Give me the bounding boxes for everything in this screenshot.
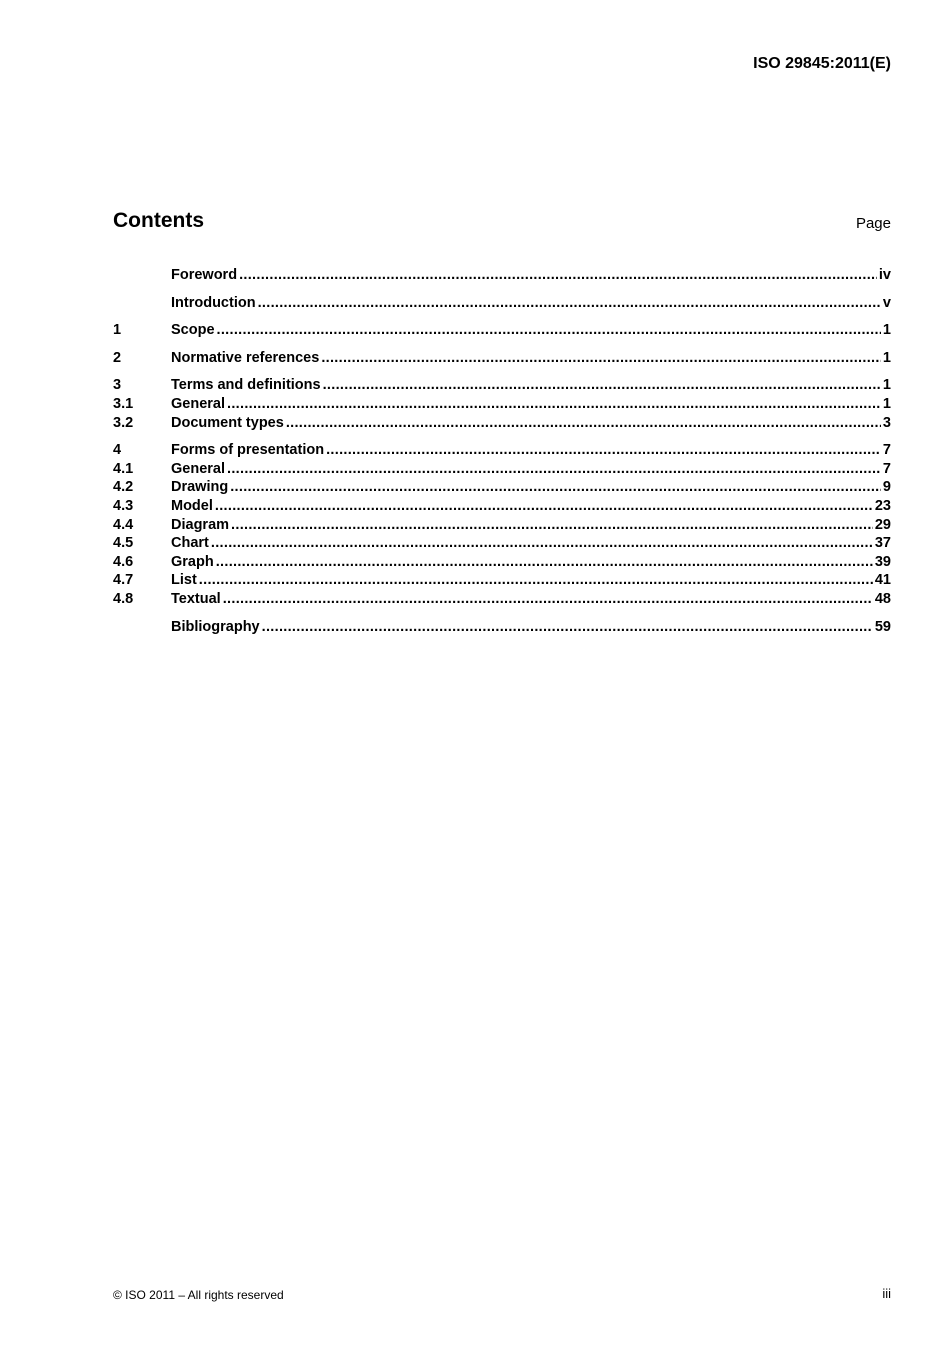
toc-entry-title: Document types	[171, 414, 284, 431]
toc-entry-terms-and-definitions[interactable]	[113, 376, 891, 395]
toc-entry-number: 4.3	[113, 497, 134, 514]
toc-entry-page: 29	[874, 516, 891, 533]
toc-entry-chart[interactable]	[113, 534, 891, 553]
toc-entry-page: iv	[878, 267, 891, 283]
toc-entry-title: Terms and definitions	[171, 377, 321, 394]
toc-dot-leader	[286, 414, 881, 433]
toc-dot-leader	[258, 294, 881, 313]
toc-entry-title: General	[171, 460, 225, 477]
toc-entry-title: Diagram	[171, 516, 230, 533]
document-id: ISO 29845:2011(E)	[753, 55, 891, 72]
toc-dot-leader	[326, 441, 881, 460]
table-of-contents	[113, 266, 891, 636]
toc-entry-title: Model	[171, 497, 213, 514]
toc-entry-page: 1	[882, 377, 891, 394]
toc-entry-3-1-general[interactable]	[113, 395, 891, 414]
toc-entry-number: 4.6	[113, 553, 134, 570]
toc-entry-title: Normative references	[171, 349, 320, 366]
toc-entry-page: 48	[874, 590, 891, 607]
toc-dot-leader	[216, 553, 873, 572]
toc-entry-page: 3	[882, 414, 891, 431]
toc-entry-title: Drawing	[171, 479, 229, 496]
toc-entry-page: 1	[882, 349, 891, 366]
toc-entry-list[interactable]	[113, 571, 891, 590]
footer-page-number: iii	[882, 1286, 891, 1301]
toc-entry-scope[interactable]	[113, 321, 891, 340]
toc-entry-number: 4.7	[113, 572, 134, 589]
toc-dot-leader	[211, 534, 873, 553]
toc-entry-page: 41	[874, 572, 891, 589]
toc-entry-title: Bibliography	[171, 618, 260, 635]
toc-entry-normative-references[interactable]	[113, 349, 891, 368]
toc-entry-number: 4	[113, 442, 122, 459]
toc-entry-number: 3.2	[113, 414, 134, 431]
contents-title: Contents	[113, 209, 204, 232]
toc-entry-page: 39	[874, 553, 891, 570]
toc-dot-leader	[217, 321, 881, 340]
toc-entry-bibliography[interactable]	[113, 618, 891, 637]
toc-dot-leader	[321, 349, 881, 368]
toc-entry-introduction[interactable]	[113, 294, 891, 313]
toc-entry-page: 59	[874, 618, 891, 635]
toc-entry-4-1-general[interactable]	[113, 460, 891, 479]
toc-dot-leader	[227, 395, 881, 414]
toc-entry-title: Foreword	[171, 267, 238, 283]
toc-entry-number: 4.4	[113, 516, 134, 533]
toc-entry-document-types[interactable]	[113, 414, 891, 433]
toc-entry-page: v	[882, 294, 891, 311]
toc-entry-number: 3	[113, 377, 122, 394]
toc-entry-title: List	[171, 572, 197, 589]
toc-entry-title: Introduction	[171, 294, 256, 311]
toc-entry-title: Chart	[171, 535, 209, 552]
toc-dot-leader	[227, 460, 881, 479]
toc-entry-page: 1	[882, 322, 891, 339]
toc-entry-title: General	[171, 395, 225, 412]
toc-entry-number: 4.1	[113, 460, 134, 477]
toc-entry-number: 2	[113, 349, 122, 366]
toc-entry-number: 4.2	[113, 479, 134, 496]
toc-dot-leader	[231, 516, 873, 535]
toc-entry-title: Scope	[171, 322, 215, 339]
toc-entry-number: 3.1	[113, 395, 134, 412]
toc-dot-leader	[323, 376, 881, 395]
toc-entry-title: Graph	[171, 553, 214, 570]
toc-entry-number: 4.8	[113, 590, 134, 607]
toc-entry-page: 37	[874, 535, 891, 552]
toc-dot-leader	[262, 618, 873, 637]
footer-copyright: © ISO 2011 – All rights reserved	[113, 1288, 284, 1302]
toc-entry-model[interactable]	[113, 497, 891, 516]
toc-entry-page: 1	[882, 395, 891, 412]
toc-entry-title: Forms of presentation	[171, 442, 325, 459]
toc-entry-diagram[interactable]	[113, 516, 891, 535]
toc-entry-forms-of-presentation[interactable]	[113, 441, 891, 460]
toc-dot-leader	[199, 571, 873, 590]
toc-entry-foreword[interactable]	[113, 266, 891, 285]
toc-entry-drawing[interactable]	[113, 478, 891, 497]
page-column-label: Page	[855, 215, 891, 232]
toc-dot-leader	[230, 478, 881, 497]
toc-entry-page: 7	[882, 442, 891, 459]
toc-entry-title: Textual	[171, 590, 221, 607]
toc-entry-page: 7	[882, 460, 891, 477]
toc-entry-page: 9	[882, 479, 891, 496]
toc-entry-page: 23	[874, 497, 891, 514]
toc-entry-number: 1	[113, 322, 122, 339]
toc-entry-number: 4.5	[113, 535, 134, 552]
toc-entry-textual[interactable]	[113, 590, 891, 609]
toc-dot-leader	[215, 497, 873, 516]
toc-dot-leader	[223, 590, 873, 609]
toc-dot-leader	[239, 266, 877, 285]
toc-entry-graph[interactable]	[113, 553, 891, 572]
